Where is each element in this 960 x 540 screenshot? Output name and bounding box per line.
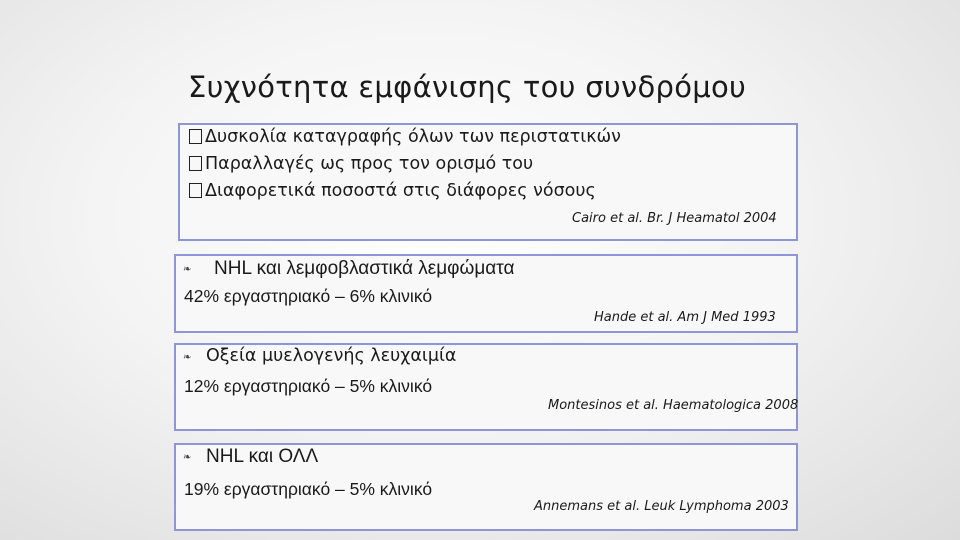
- bullet-icon: ❧: [183, 452, 192, 463]
- missing-glyph-icon: [189, 183, 202, 198]
- nhl-lymphoma-box: [174, 254, 798, 333]
- reference-citation: Montesinos et al. Haematologica 2008: [548, 398, 799, 413]
- intro-line: Διαφορετικά ποσοστά στις διάφορες νόσους: [189, 181, 596, 201]
- bullet-icon: ❧: [183, 264, 192, 275]
- reference-citation: Hande et al. Am J Med 1993: [594, 310, 776, 325]
- slide-title: Συχνότητα εμφάνισης του συνδρόμου: [188, 70, 747, 104]
- bullet-icon: ❧: [183, 352, 192, 363]
- box-heading: NHL και λεμφοβλαστικά λεμφώματα: [214, 258, 515, 279]
- intro-line: Δυσκολία καταγραφής όλων των περιστατικών: [189, 127, 621, 147]
- intro-box: [178, 123, 798, 241]
- missing-glyph-icon: [189, 129, 202, 144]
- aml-box: [174, 343, 798, 431]
- missing-glyph-icon: [189, 156, 202, 171]
- box-detail: 12% εργαστηριακό – 5% κλινικό: [184, 376, 433, 396]
- box-detail: 42% εργαστηριακό – 6% κλινικό: [184, 286, 433, 306]
- box-heading: NHL και ΟΛΛ: [206, 446, 319, 467]
- box-heading: Οξεία μυελογενής λευχαιμία: [206, 346, 457, 366]
- reference-citation: Annemans et al. Leuk Lymphoma 2003: [534, 499, 789, 514]
- intro-line: Παραλλαγές ως προς τον ορισμό του: [189, 154, 533, 174]
- nhl-all-box: [174, 443, 798, 531]
- box-detail: 19% εργαστηριακό – 5% κλινικό: [184, 479, 433, 499]
- reference-citation: Cairo et al. Br. J Heamatol 2004: [572, 211, 777, 226]
